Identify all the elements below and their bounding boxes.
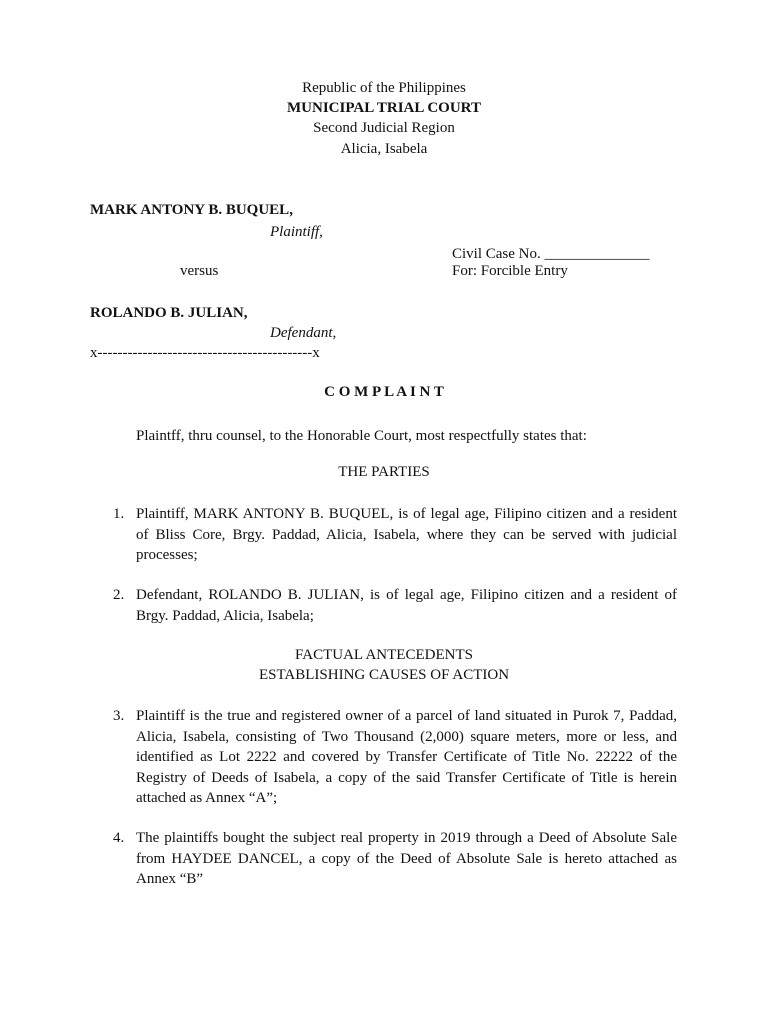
paragraph-fact-ownership: Plaintiff is the true and registered owner of a parcel of land situated in Purok 7, Paddad, Alicia, Isabela, consisting of Two Thousand (2,000) square meters, more or less, and identified as Lot 2222 and covered by Transfer Certificate of Title No. 22222 of the Registry of Deeds of Isabela, a copy of the said Transfer Certificate of Title is herein attached as Annex “A”; bbox=[136, 708, 677, 806]
paragraph-number: 4. bbox=[113, 830, 125, 846]
section-heading-facts-line1: FACTUAL ANTECEDENTS bbox=[295, 647, 473, 663]
section-heading-facts-line2: ESTABLISHING CAUSES OF ACTION bbox=[258, 667, 510, 683]
case-nature: For: Forcible Entry bbox=[452, 263, 568, 279]
court-header-republic: Republic of the Philippines bbox=[302, 80, 466, 96]
paragraph-number: 2. bbox=[113, 587, 125, 603]
paragraph-fact-purchase: The plaintiffs bought the subject real property in 2019 through a Deed of Absolute Sale from HAYDEE DANCEL, a copy of the Deed of Absolute Sale is hereto attached as Annex “B” bbox=[136, 830, 677, 887]
plaintiff-name: MARK ANTONY B. BUQUEL, bbox=[90, 202, 293, 218]
court-header-region: Second Judicial Region bbox=[313, 120, 455, 136]
paragraph-party-plaintiff: Plaintiff, MARK ANTONY B. BUQUEL, is of legal age, Filipino citizen and a resident of Bliss Core, Brgy. Paddad, Alicia, Isabela, where they can be served with judicial processes; bbox=[136, 506, 677, 563]
civil-case-number: Civil Case No. ______________ bbox=[452, 246, 650, 262]
intro-paragraph: Plaintff, thru counsel, to the Honorable Court, most respectfully states that: bbox=[136, 428, 587, 444]
court-header-location: Alicia, Isabela bbox=[340, 141, 428, 157]
versus-label: versus bbox=[180, 263, 219, 279]
caption-divider: x-------------------------------------------x bbox=[90, 345, 320, 361]
document-title: C O M P L A I N T bbox=[324, 384, 444, 400]
defendant-role: Defendant, bbox=[270, 325, 337, 341]
plaintiff-role: Plaintiff, bbox=[270, 224, 323, 240]
paragraph-party-defendant: Defendant, ROLANDO B. JULIAN, is of legal age, Filipino citizen and a resident of Brgy. Paddad, Alicia, Isabela; bbox=[136, 587, 677, 624]
section-heading-parties: THE PARTIES bbox=[338, 464, 430, 480]
court-header-court-name: MUNICIPAL TRIAL COURT bbox=[287, 100, 481, 116]
paragraph-number: 1. bbox=[113, 506, 125, 522]
defendant-name: ROLANDO B. JULIAN, bbox=[90, 305, 248, 321]
paragraph-number: 3. bbox=[113, 708, 125, 724]
